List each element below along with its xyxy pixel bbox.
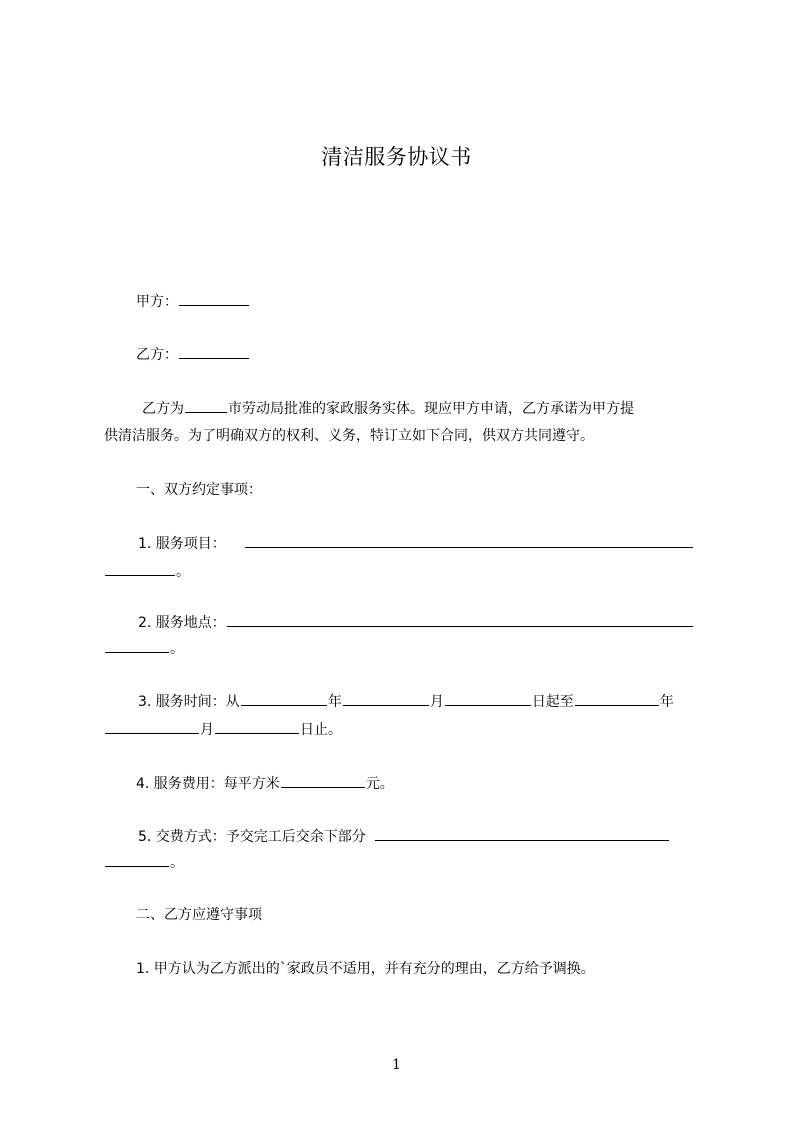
section1-heading: 一、双方约定事项： (136, 482, 262, 498)
party-a-blank[interactable] (179, 291, 249, 306)
item5-blank-cont[interactable] (105, 852, 169, 867)
item3-year2: 年 (659, 694, 674, 710)
item3-day-end: 日止。 (300, 722, 342, 738)
item3-line-2 (104, 719, 704, 740)
item3-year: 年 (327, 694, 342, 710)
item4-unit: 元。 (365, 776, 394, 792)
party-a-label: 甲方： (136, 294, 178, 310)
item3-day-start: 日起至 (531, 694, 574, 710)
page-number: 1 (392, 1057, 401, 1073)
intro-line1-rest: 市劳动局批准的家政服务实体。现应甲方申请，乙方承诺为甲方提 (228, 401, 634, 417)
item5-period: 。 (170, 855, 184, 871)
item5-blank[interactable] (375, 826, 669, 841)
item1-line (138, 533, 738, 554)
item4-label: 4. 服务费用：每平方米 (136, 776, 280, 792)
item3-month2: 月 (200, 722, 214, 738)
item1-line-2 (104, 561, 704, 582)
intro-city-blank[interactable] (185, 398, 227, 413)
item3-start-month-blank[interactable] (343, 691, 429, 706)
intro-prefix: 乙方为 (142, 401, 184, 417)
intro-line-2: 供清洁服务。为了明确双方的权利、义务，特订立如下合同，供双方共同遵守。 (104, 428, 594, 444)
party-b-line (136, 344, 736, 365)
item2-line (138, 612, 738, 633)
item3-end-day-blank[interactable] (215, 719, 299, 734)
item2-line-2 (104, 638, 704, 659)
party-b-blank[interactable] (179, 344, 249, 359)
item5-line-2 (104, 852, 704, 873)
item3-start-year-blank[interactable] (241, 691, 327, 706)
item3-end-year-blank[interactable] (575, 691, 659, 706)
item2-blank[interactable] (227, 612, 693, 627)
item3-line (138, 691, 738, 712)
item4-price-blank[interactable] (281, 773, 365, 788)
item1-blank[interactable] (245, 533, 693, 548)
item3-start-day-blank[interactable] (445, 691, 531, 706)
item1-period: 。 (176, 564, 190, 580)
item3-month: 月 (429, 694, 444, 710)
item1-blank-cont[interactable] (105, 561, 175, 576)
item5-label: 5. 交费方式：予交完工后交余下部分 (138, 829, 366, 845)
party-b-label: 乙方： (136, 347, 178, 363)
page-title: 清洁服务协议书 (321, 145, 472, 169)
item2-period: 。 (170, 641, 184, 657)
item5-line (138, 826, 738, 847)
item1-label: 1. 服务项目： (138, 536, 226, 552)
item2-blank-cont[interactable] (105, 638, 169, 653)
intro-line-1 (142, 398, 742, 419)
item3-label: 3. 服务时间：从 (138, 694, 240, 710)
item3-end-month-blank[interactable] (105, 719, 199, 734)
item2-label: 2. 服务地点： (138, 615, 226, 631)
section2-heading: 二、乙方应遵守事项 (136, 907, 262, 923)
party-a-line (136, 291, 736, 312)
item4-line (136, 773, 736, 794)
section2-item1: 1. 甲方认为乙方派出的`家政员不适用，并有充分的理由，乙方给予调换。 (136, 961, 595, 977)
